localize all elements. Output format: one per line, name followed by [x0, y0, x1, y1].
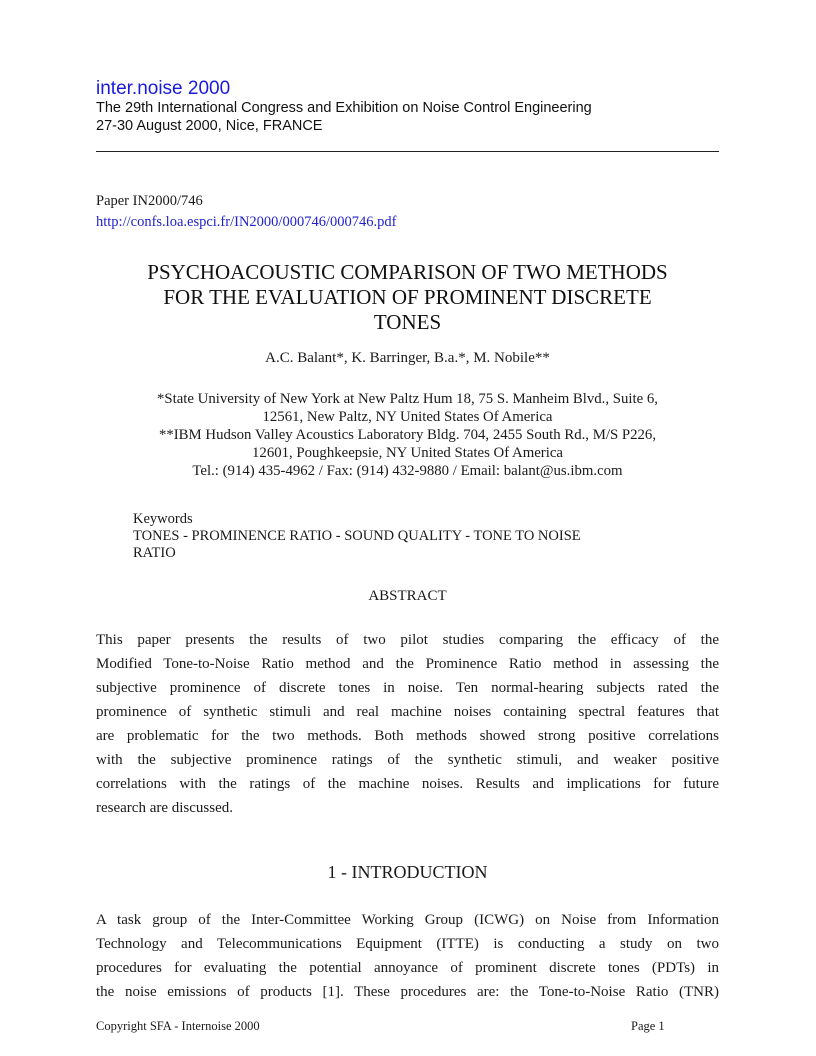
introduction-line: Technology and Telecommunications Equipment (ITTE) is conducting a study on two [96, 936, 719, 952]
abstract-line: Modified Tone-to-Noise Ratio method and the Prominence Ratio method in assessing the [96, 656, 719, 672]
title-line: PSYCHOACOUSTIC COMPARISON OF TWO METHODS [147, 260, 668, 284]
affiliation-line: 12561, New Paltz, NY United States Of America [262, 409, 553, 425]
abstract-line: subjective prominence of discrete tones in noise. Ten normal-hearing subjects rated the [96, 680, 719, 696]
paper-title [96, 260, 719, 335]
affiliation-line: **IBM Hudson Valley Acoustics Laboratory Bldg. 704, 2455 South Rd., M/S P226, [158, 427, 657, 443]
keywords-label: Keywords [133, 511, 193, 527]
congress-line: The 29th International Congress and Exhibition on Noise Control Engineering [96, 100, 592, 116]
paper-url-link[interactable]: http://confs.loa.espci.fr/IN2000/000746/000746.pdf [96, 214, 397, 230]
abstract-line: correlations with the ratings of the machine noises. Results and implications for future [96, 776, 719, 792]
introduction-body [96, 908, 719, 1004]
introduction-heading: 1 - INTRODUCTION [327, 862, 488, 882]
affiliations [96, 390, 719, 480]
abstract-line: with the subjective prominence ratings of the synthetic stimuli, and weaker positive [96, 752, 719, 768]
abstract-line: are problematic for the two methods. Both methods showed strong positive correlations [96, 728, 719, 744]
date-place-line: 27-30 August 2000, Nice, FRANCE [96, 118, 323, 134]
conference-name: inter.noise 2000 [96, 78, 231, 99]
abstract-line: prominence of synthetic stimuli and real machine noises containing spectral features that [96, 704, 719, 720]
affiliation-line: *State University of New York at New Paltz Hum 18, 75 S. Manheim Blvd., Suite 6, [156, 391, 658, 407]
paper-id: Paper IN2000/746 [96, 193, 203, 209]
abstract-heading: ABSTRACT [368, 588, 447, 604]
footer-page-number: Page 1 [631, 1019, 665, 1033]
title-line: FOR THE EVALUATION OF PROMINENT DISCRETE [163, 285, 652, 309]
introduction-line: procedures for evaluating the potential annoyance of prominent discrete tones (PDTs) in [96, 960, 719, 976]
abstract-body [96, 628, 719, 820]
introduction-line: the noise emissions of products [1]. These procedures are: the Tone-to-Noise Ratio (TNR) [96, 984, 719, 1000]
contact-line: Tel.: (914) 435-4962 / Fax: (914) 432-9880 / Email: balant@us.ibm.com [192, 463, 623, 479]
abstract-line: research are discussed. [96, 800, 234, 816]
keywords-block [133, 511, 693, 562]
keywords-line: RATIO [133, 545, 176, 561]
header-divider [96, 151, 719, 152]
authors: A.C. Balant*, K. Barringer, B.a.*, M. Nobile** [265, 350, 550, 366]
affiliation-line: 12601, Poughkeepsie, NY United States Of America [252, 445, 563, 461]
footer-copyright: Copyright SFA - Internoise 2000 [96, 1019, 260, 1033]
introduction-line: A task group of the Inter-Committee Working Group (ICWG) on Noise from Information [96, 912, 719, 928]
keywords-line: TONES - PROMINENCE RATIO - SOUND QUALITY - TONE TO NOISE [133, 528, 581, 544]
abstract-line: This paper presents the results of two pilot studies comparing the efficacy of the [96, 632, 719, 648]
title-line: TONES [373, 310, 442, 334]
